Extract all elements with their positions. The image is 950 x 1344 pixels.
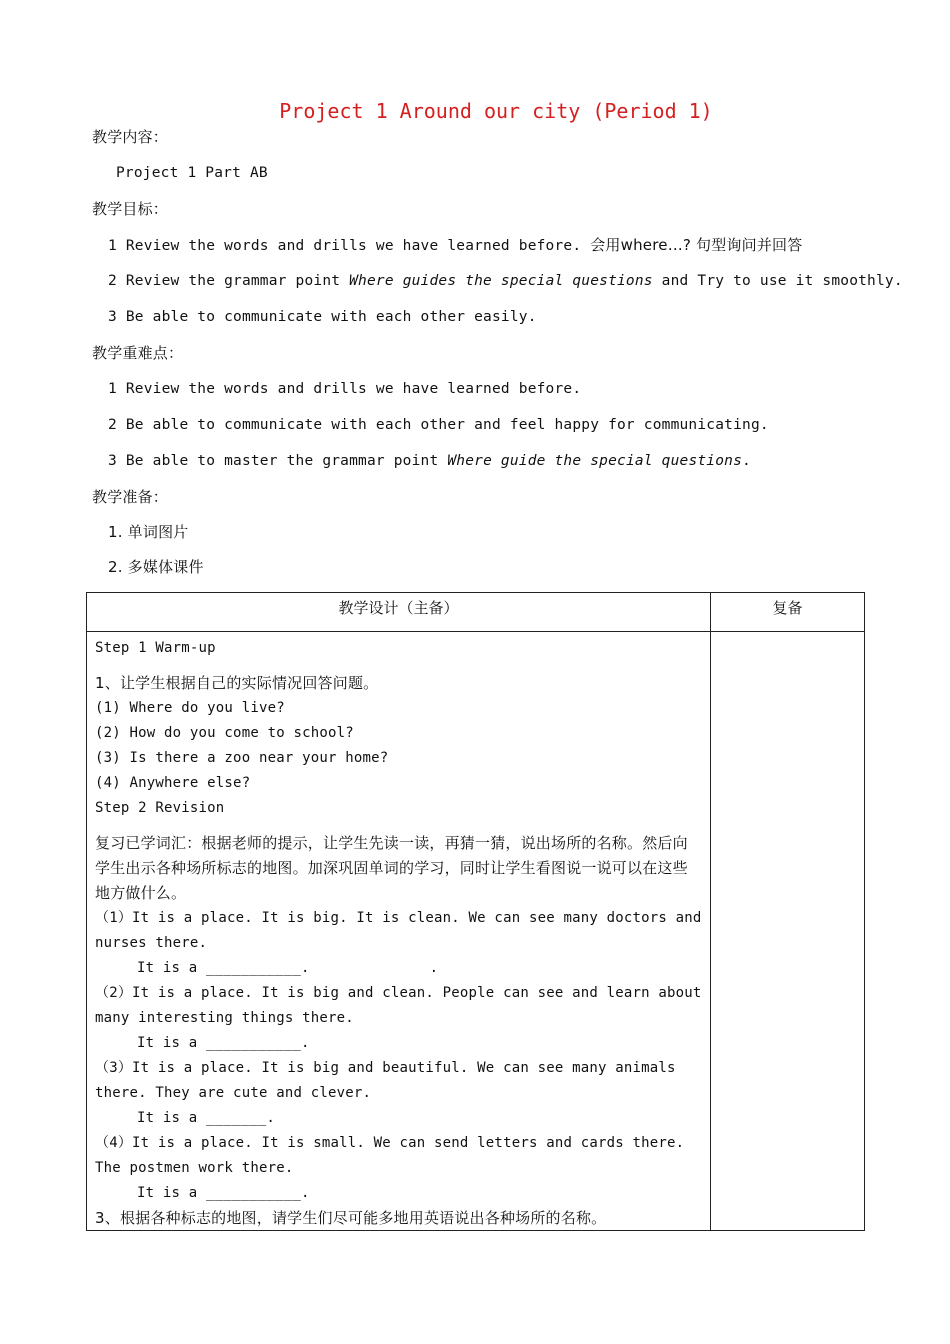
riddle-line: （1）It is a place. It is big. It is clean. We can see many doctors and: [95, 910, 702, 926]
goal-item: 2 Review the grammar point Where guides the special questions and Try to use it smoothly.: [108, 273, 903, 289]
riddle-answer: It is a ___________.: [137, 1035, 310, 1051]
riddle-answer: It is a _______.: [137, 1110, 276, 1126]
prep-item: 1. 单词图片: [108, 523, 189, 541]
riddle-line: The postmen work there.: [95, 1160, 294, 1176]
riddle-line: there. They are cute and clever.: [95, 1085, 372, 1101]
riddle-line: （2）It is a place. It is big and clean. People can see and learn about: [95, 985, 702, 1001]
table-header-review: 复备: [711, 593, 865, 632]
step-intro: 复习已学词汇：根据老师的提示，让学生先读一读，再猜一猜，说出场所的名称。然后向学生出示各种场所标志的地图。加深巩固单词的学习，同时让学生看图说一说可以在这些地方做什么。: [95, 834, 688, 902]
question-item: (1) Where do you live?: [95, 700, 285, 716]
goals-heading: 教学目标：: [92, 200, 169, 218]
riddle-line: （3）It is a place. It is big and beautiful. We can see many animals: [95, 1060, 676, 1076]
riddle-answer: It is a ___________.: [137, 1185, 310, 1201]
lesson-table: [86, 592, 865, 1231]
step-heading: Step 2 Revision: [95, 800, 225, 816]
question-item: (3) Is there a zoo near your home?: [95, 750, 389, 766]
key-points-heading: 教学重难点：: [92, 344, 184, 362]
goal-item: 3 Be able to communicate with each other easily.: [108, 309, 537, 325]
step-heading: Step 1 Warm-up: [95, 640, 216, 656]
prep-heading: 教学准备：: [92, 488, 169, 506]
content-item: Project 1 Part AB: [116, 165, 268, 181]
review-cell: [711, 632, 865, 1231]
riddle-line: nurses there.: [95, 935, 208, 951]
table-header-design: 教学设计（主备）: [87, 593, 711, 632]
riddle-line: many interesting things there.: [95, 1010, 354, 1026]
key-point-item: 3 Be able to master the grammar point Where guide the special questions.: [108, 453, 751, 469]
riddle-line: （4）It is a place. It is small. We can send letters and cards there.: [95, 1135, 685, 1151]
key-point-item: 2 Be able to communicate with each other and feel happy for communicating.: [108, 417, 769, 433]
goal-item: 1 Review the words and drills we have learned before. 会用where…? 句型询问并回答: [108, 236, 803, 254]
prep-item: 2. 多媒体课件: [108, 558, 204, 576]
riddle-answer: It is a ___________. .: [137, 960, 439, 976]
question-item: (2) How do you come to school?: [95, 725, 354, 741]
question-item: (4) Anywhere else?: [95, 775, 251, 791]
design-cell: [87, 632, 711, 1231]
content-heading: 教学内容：: [92, 128, 169, 146]
page-title: Project 1 Around our city (Period 1): [279, 99, 713, 123]
step-intro: 1、让学生根据自己的实际情况回答问题。: [95, 674, 379, 692]
final-instruction: 3、根据各种标志的地图，请学生们尽可能多地用英语说出各种场所的名称。: [95, 1209, 607, 1227]
key-point-item: 1 Review the words and drills we have learned before.: [108, 381, 582, 397]
